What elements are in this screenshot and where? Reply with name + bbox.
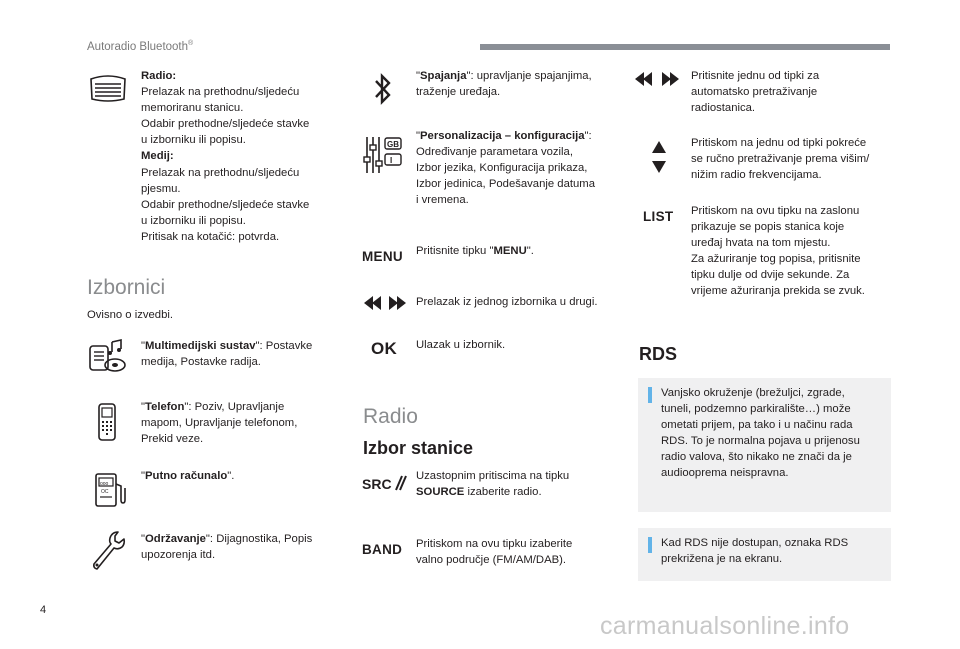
band-key-label: BAND <box>362 542 403 557</box>
wrench-icon <box>90 530 126 572</box>
svg-text:OC: OC <box>101 489 109 495</box>
section-title-rds: RDS <box>639 344 678 364</box>
left-right-arrows-icon <box>363 295 407 311</box>
svg-text:GB: GB <box>387 140 399 149</box>
source-description: Uzastopnim pritiscima na tipku SOURCE izaberite radio. <box>416 470 570 499</box>
manual-search-description: Pritiskom na jednu od tipki pokreće se ručno pretraživanje prema višim/ nižim radio frekvencijama. <box>691 137 870 182</box>
radio-description: Radio: Prelazak na prethodnu/sljedeću memoriranu stanicu. Odabir prethodne/sljedeće stavke u izborniku ili popisu. Medij: Prelazak na prethodnu/sljedeću pjesmu. Odabir prethodne/sljedeće stavke u izborniku ili popisu. Pritisak na kotačić: potvrda. <box>141 70 310 243</box>
connections-description: "Spajanja": upravljanje spajanjima, traženje uređaja. <box>416 70 592 99</box>
multimedia-icon <box>88 338 128 374</box>
seek-arrows-icon <box>634 71 680 87</box>
arrows-description: Prelazak iz jednog izbornika u drugi. <box>416 296 598 308</box>
list-key-label: LIST <box>643 209 674 224</box>
ok-key-label: OK <box>371 339 398 358</box>
svg-text:I: I <box>390 156 393 165</box>
phone-description: "Telefon": Poziv, Upravljanje mapom, Upravljanje telefonom, Prekid veze. <box>141 401 298 446</box>
settings-sliders-icon <box>362 133 406 177</box>
multimedia-description: "Multimedijski sustav": Postavke medija, Postavke radija. <box>141 340 313 369</box>
personalisation-description: "Personalizacija – konfiguracija": Određivanje parametara vozila, Izbor jezika, Konfiguracija prikaza, Izbor jedinica, Podešavanje datuma i vremena. <box>416 130 595 207</box>
menu-key-label: MENU <box>362 249 403 264</box>
page-number: 4 <box>40 604 47 616</box>
bluetooth-icon <box>373 72 393 106</box>
header-title: Autoradio Bluetooth® <box>87 40 194 53</box>
menus-intro: Ovisno o izvedbi. <box>87 309 174 321</box>
list-description: Pritiskom na ovu tipku na zaslonu prikazuje se popis stanica koje uređaj hvata na tom mjestu. Za ažuriranje tog popisa, pritisnite tipku dulje od dvije sekunde. Za vrijeme ažuriranja prekida se zvuk. <box>691 205 865 298</box>
up-down-arrows-icon <box>651 140 667 174</box>
section-title-radio: Radio <box>363 405 418 428</box>
svg-text:SRC: SRC <box>362 476 392 492</box>
info-marker-2 <box>648 537 652 553</box>
section-title-menus: Izbornici <box>87 276 166 299</box>
phone-icon <box>96 402 118 442</box>
trip-computer-icon <box>93 470 127 508</box>
header-bar <box>480 44 890 50</box>
ok-description: Ulazak u izbornik. <box>416 339 506 351</box>
steering-control-icon <box>88 73 128 103</box>
menu-key-description: Pritisnite tipku "MENU". <box>416 245 534 257</box>
trip-computer-description: "Putno računalo". <box>141 470 235 482</box>
seek-description: Pritisnite jednu od tipki za automatsko pretraživanje radiostanica. <box>691 70 820 115</box>
rds-unavailable-note: Kad RDS nije dostupan, oznaka RDS prekrižena je na ekranu. <box>661 537 849 566</box>
source-key-icon <box>362 473 408 493</box>
watermark: carmanualsonline.info <box>600 612 850 640</box>
svg-text:ooo: ooo <box>100 481 109 487</box>
info-marker-1 <box>648 387 652 403</box>
band-description: Pritiskom na ovu tipku izaberite valno područje (FM/AM/DAB). <box>416 538 573 567</box>
subsection-title-station: Izbor stanice <box>363 438 474 458</box>
maintenance-description: "Održavanje": Dijagnostika, Popis upozorenja itd. <box>141 533 313 562</box>
rds-reception-note: Vanjsko okruženje (brežuljci, zgrade, tuneli, podzemno parkiralište…) može ometati prijem, pa tako i u načinu rada RDS. To je normalna pojava u prijenosu radio valova, što nikako ne znači da je audiooprema neispravna. <box>661 387 860 480</box>
